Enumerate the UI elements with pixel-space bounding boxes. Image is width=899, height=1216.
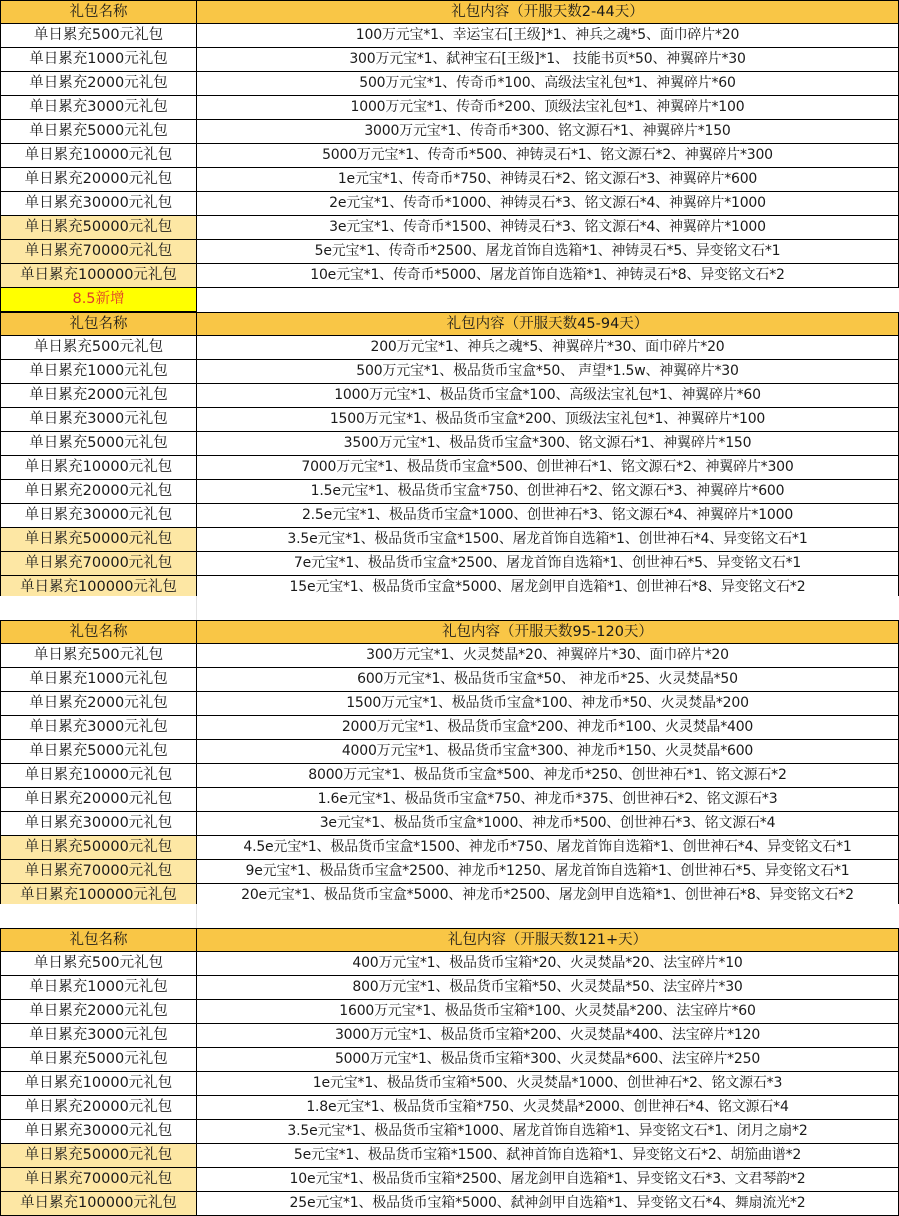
gift-content-cell: 3e元宝*1、极品货币宝盒*1000、神龙币*500、创世神石*3、铭文源石*4 xyxy=(197,812,899,836)
gift-content-cell: 1e元宝*1、极品货币宝箱*500、火灵焚晶*1000、创世神石*2、铭文源石*3 xyxy=(197,1072,899,1096)
gift-content-cell: 2.5e元宝*1、极品货币宝盒*1000、创世神石*3、铭文源石*4、神翼碎片*1000 xyxy=(197,504,899,528)
header-gift-content: 礼包内容（开服天数121+天） xyxy=(197,928,899,952)
table-row xyxy=(0,644,899,668)
gift-name-cell: 单日累充2000元礼包 xyxy=(0,384,197,408)
gift-name-cell: 单日累充100000元礼包 xyxy=(0,576,197,600)
gift-content-cell: 1000万元宝*1、传奇币*200、顶级法宝礼包*1、神翼碎片*100 xyxy=(197,96,899,120)
gift-name-cell: 单日累充50000元礼包 xyxy=(0,528,197,552)
table-row xyxy=(0,1024,899,1048)
table-row xyxy=(0,1000,899,1024)
header-gift-name: 礼包名称 xyxy=(0,928,197,952)
gift-name-cell: 单日累充70000元礼包 xyxy=(0,240,197,264)
gift-name-cell: 单日累充2000元礼包 xyxy=(0,72,197,96)
gift-name-cell: 单日累充2000元礼包 xyxy=(0,692,197,716)
table-row xyxy=(0,528,899,552)
table-header-row xyxy=(0,312,899,336)
gift-content-cell: 5000万元宝*1、极品货币宝箱*300、火灵焚晶*600、法宝碎片*250 xyxy=(197,1048,899,1072)
gift-name-cell: 单日累充1000元礼包 xyxy=(0,976,197,1000)
gift-content-cell: 8000万元宝*1、极品货币宝盒*500、神龙币*250、创世神石*1、铭文源石*2 xyxy=(197,764,899,788)
gift-content-cell: 5000万元宝*1、传奇币*500、神铸灵石*1、铭文源石*2、神翼碎片*300 xyxy=(197,144,899,168)
gift-name-cell: 单日累充100000元礼包 xyxy=(0,264,197,288)
gift-name-cell: 单日累充70000元礼包 xyxy=(0,860,197,884)
gift-name-cell: 单日累充2000元礼包 xyxy=(0,1000,197,1024)
gift-name-cell: 单日累充30000元礼包 xyxy=(0,192,197,216)
gift-name-cell: 单日累充10000元礼包 xyxy=(0,144,197,168)
gift-content-cell: 1500万元宝*1、极品货币宝盒*100、神龙币*50、火灵焚晶*200 xyxy=(197,692,899,716)
table-header-row xyxy=(0,620,899,644)
table-row xyxy=(0,836,899,860)
table-row xyxy=(0,216,899,240)
table-row xyxy=(0,456,899,480)
table-header-row xyxy=(0,0,899,24)
table-row xyxy=(0,1192,899,1216)
gift-content-cell: 2e元宝*1、传奇币*1000、神铸灵石*3、铭文源石*4、神翼碎片*1000 xyxy=(197,192,899,216)
table-row xyxy=(0,1096,899,1120)
gift-content-cell: 9e元宝*1、极品货币宝盒*2500、神龙币*1250、屠龙首饰自选箱*1、创世神石*5、异变铭文石*1 xyxy=(197,860,899,884)
table-row xyxy=(0,692,899,716)
gift-content-cell: 3.5e元宝*1、极品货币宝箱*1000、屠龙首饰自选箱*1、异变铭文石*1、闭月之扇*2 xyxy=(197,1120,899,1144)
gift-name-cell: 单日累充1000元礼包 xyxy=(0,360,197,384)
table-header-row xyxy=(0,928,899,952)
gift-name-cell: 单日累充50000元礼包 xyxy=(0,836,197,860)
gift-name-cell: 单日累充500元礼包 xyxy=(0,336,197,360)
gift-content-cell: 7000万元宝*1、极品货币宝盒*500、创世神石*1、铭文源石*2、神翼碎片*300 xyxy=(197,456,899,480)
gift-content-cell: 15e元宝*1、极品货币宝盒*5000、屠龙剑甲自选箱*1、创世神石*8、异变铭文石*2 xyxy=(197,576,899,600)
blank-cell xyxy=(197,904,899,928)
new-addition-note: 8.5新增 xyxy=(0,288,197,312)
gift-name-cell: 单日累充100000元礼包 xyxy=(0,884,197,908)
gift-name-cell: 单日累充20000元礼包 xyxy=(0,480,197,504)
gift-name-cell: 单日累充100000元礼包 xyxy=(0,1192,197,1216)
table-row xyxy=(0,788,899,812)
table-row xyxy=(0,1144,899,1168)
table-row xyxy=(0,812,899,836)
gift-name-cell: 单日累充1000元礼包 xyxy=(0,668,197,692)
header-gift-content: 礼包内容（开服天数45-94天） xyxy=(197,312,899,336)
gift-name-cell: 单日累充10000元礼包 xyxy=(0,1072,197,1096)
blank-spacer-row xyxy=(0,904,899,928)
gift-content-cell: 600万元宝*1、极品货币宝盒*50、 神龙币*25、火灵焚晶*50 xyxy=(197,668,899,692)
blank-spacer-row xyxy=(0,596,899,620)
header-gift-name: 礼包名称 xyxy=(0,620,197,644)
gift-name-cell: 单日累充500元礼包 xyxy=(0,24,197,48)
gift-content-cell: 500万元宝*1、传奇币*100、高级法宝礼包*1、神翼碎片*60 xyxy=(197,72,899,96)
table-row xyxy=(0,168,899,192)
gift-content-cell: 400万元宝*1、极品货币宝箱*20、火灵焚晶*20、法宝碎片*10 xyxy=(197,952,899,976)
gift-content-cell: 3000万元宝*1、极品货币宝箱*200、火灵焚晶*400、法宝碎片*120 xyxy=(197,1024,899,1048)
gift-name-cell: 单日累充5000元礼包 xyxy=(0,1048,197,1072)
gift-content-cell: 5e元宝*1、极品货币宝箱*1500、弑神首饰自选箱*1、异变铭文石*2、胡笳曲谱*2 xyxy=(197,1144,899,1168)
gift-name-cell: 单日累充10000元礼包 xyxy=(0,764,197,788)
gift-content-cell: 1e元宝*1、传奇币*750、神铸灵石*2、铭文源石*3、神翼碎片*600 xyxy=(197,168,899,192)
table-row xyxy=(0,504,899,528)
table-row xyxy=(0,976,899,1000)
table-row xyxy=(0,192,899,216)
table-row xyxy=(0,1072,899,1096)
table-row xyxy=(0,144,899,168)
gift-name-cell: 单日累充500元礼包 xyxy=(0,644,197,668)
table-row xyxy=(0,480,899,504)
gift-content-cell: 1600万元宝*1、极品货币宝箱*100、火灵焚晶*200、法宝碎片*60 xyxy=(197,1000,899,1024)
gift-content-cell: 10e元宝*1、极品货币宝箱*2500、屠龙剑甲自选箱*1、异变铭文石*3、文君琴韵*2 xyxy=(197,1168,899,1192)
gift-content-cell: 2000万元宝*1、极品货币宝盒*200、神龙币*100、火灵焚晶*400 xyxy=(197,716,899,740)
gift-content-cell: 1.6e元宝*1、极品货币宝盒*750、神龙币*375、创世神石*2、铭文源石*3 xyxy=(197,788,899,812)
gift-content-cell: 100万元宝*1、幸运宝石[王级]*1、神兵之魂*5、面巾碎片*20 xyxy=(197,24,899,48)
table-row xyxy=(0,1168,899,1192)
gift-content-cell: 5e元宝*1、传奇币*2500、屠龙首饰自选箱*1、神铸灵石*5、异变铭文石*1 xyxy=(197,240,899,264)
gift-name-cell: 单日累充3000元礼包 xyxy=(0,96,197,120)
table-row xyxy=(0,764,899,788)
gift-content-cell: 4.5e元宝*1、极品货币宝盒*1500、神龙币*750、屠龙首饰自选箱*1、创世神石*4、异变铭文石*1 xyxy=(197,836,899,860)
gift-content-cell: 3000万元宝*1、传奇币*300、铭文源石*1、神翼碎片*150 xyxy=(197,120,899,144)
table-row xyxy=(0,552,899,576)
gift-name-cell: 单日累充3000元礼包 xyxy=(0,1024,197,1048)
blank-cell xyxy=(0,596,197,620)
gift-name-cell: 单日累充70000元礼包 xyxy=(0,552,197,576)
blank-cell xyxy=(0,904,197,928)
gift-content-cell: 4000万元宝*1、极品货币宝盒*300、神龙币*150、火灵焚晶*600 xyxy=(197,740,899,764)
gift-name-cell: 单日累充30000元礼包 xyxy=(0,504,197,528)
gift-name-cell: 单日累充20000元礼包 xyxy=(0,788,197,812)
gift-name-cell: 单日累充10000元礼包 xyxy=(0,456,197,480)
gift-name-cell: 单日累充20000元礼包 xyxy=(0,1096,197,1120)
gift-content-cell: 3500万元宝*1、极品货币宝盒*300、铭文源石*1、神翼碎片*150 xyxy=(197,432,899,456)
gift-name-cell: 单日累充50000元礼包 xyxy=(0,216,197,240)
gift-name-cell: 单日累充3000元礼包 xyxy=(0,408,197,432)
table-row xyxy=(0,96,899,120)
table-row xyxy=(0,716,899,740)
gift-name-cell: 单日累充30000元礼包 xyxy=(0,1120,197,1144)
header-gift-content: 礼包内容（开服天数2-44天） xyxy=(197,0,899,24)
table-row xyxy=(0,408,899,432)
gift-content-cell: 800万元宝*1、极品货币宝箱*50、火灵焚晶*50、法宝碎片*30 xyxy=(197,976,899,1000)
table-row xyxy=(0,48,899,72)
table-row xyxy=(0,1048,899,1072)
gift-content-cell: 3e元宝*1、传奇币*1500、神铸灵石*3、铭文源石*4、神翼碎片*1000 xyxy=(197,216,899,240)
gift-content-cell: 200万元宝*1、神兵之魂*5、神翼碎片*30、面巾碎片*20 xyxy=(197,336,899,360)
table-row xyxy=(0,72,899,96)
table-row xyxy=(0,1120,899,1144)
table-row xyxy=(0,336,899,360)
table-row xyxy=(0,240,899,264)
gift-content-cell: 300万元宝*1、弑神宝石[王级]*1、 技能书页*50、神翼碎片*30 xyxy=(197,48,899,72)
table-row xyxy=(0,264,899,288)
gift-name-cell: 单日累充70000元礼包 xyxy=(0,1168,197,1192)
gift-content-cell: 25e元宝*1、极品货币宝箱*5000、弑神剑甲自选箱*1、异变铭文石*4、舞扇流光*2 xyxy=(197,1192,899,1216)
gift-content-cell: 1500万元宝*1、极品货币宝盒*200、顶级法宝礼包*1、神翼碎片*100 xyxy=(197,408,899,432)
table-row xyxy=(0,740,899,764)
table-row xyxy=(0,860,899,884)
gift-content-cell: 500万元宝*1、极品货币宝盒*50、 声望*1.5w、神翼碎片*30 xyxy=(197,360,899,384)
gift-name-cell: 单日累充3000元礼包 xyxy=(0,716,197,740)
table-row xyxy=(0,120,899,144)
gift-content-cell: 20e元宝*1、极品货币宝盒*5000、神龙币*2500、屠龙剑甲自选箱*1、创世神石*8、异变铭文石*2 xyxy=(197,884,899,908)
gift-content-cell: 1.8e元宝*1、极品货币宝箱*750、火灵焚晶*2000、创世神石*4、铭文源石*4 xyxy=(197,1096,899,1120)
gift-name-cell: 单日累充30000元礼包 xyxy=(0,812,197,836)
table-row xyxy=(0,668,899,692)
table-row xyxy=(0,432,899,456)
new-addition-note-row xyxy=(0,288,899,312)
table-row xyxy=(0,24,899,48)
note-empty-cell xyxy=(197,288,899,312)
gift-name-cell: 单日累充5000元礼包 xyxy=(0,432,197,456)
gift-content-cell: 1000万元宝*1、极品货币宝盒*100、高级法宝礼包*1、神翼碎片*60 xyxy=(197,384,899,408)
header-gift-name: 礼包名称 xyxy=(0,0,197,24)
gift-content-cell: 7e元宝*1、极品货币宝盒*2500、屠龙首饰自选箱*1、创世神石*5、异变铭文石*1 xyxy=(197,552,899,576)
table-row xyxy=(0,360,899,384)
blank-cell xyxy=(197,596,899,620)
table-row xyxy=(0,952,899,976)
gift-name-cell: 单日累充5000元礼包 xyxy=(0,120,197,144)
header-gift-name: 礼包名称 xyxy=(0,312,197,336)
gift-name-cell: 单日累充5000元礼包 xyxy=(0,740,197,764)
table-row xyxy=(0,384,899,408)
gift-name-cell: 单日累充50000元礼包 xyxy=(0,1144,197,1168)
gift-content-cell: 10e元宝*1、传奇币*5000、屠龙首饰自选箱*1、神铸灵石*8、异变铭文石*2 xyxy=(197,264,899,288)
gift-name-cell: 单日累充500元礼包 xyxy=(0,952,197,976)
gift-name-cell: 单日累充1000元礼包 xyxy=(0,48,197,72)
gift-content-cell: 3.5e元宝*1、极品货币宝盒*1500、屠龙首饰自选箱*1、创世神石*4、异变铭文石*1 xyxy=(197,528,899,552)
gift-name-cell: 单日累充20000元礼包 xyxy=(0,168,197,192)
header-gift-content: 礼包内容（开服天数95-120天） xyxy=(197,620,899,644)
gift-content-cell: 1.5e元宝*1、极品货币宝盒*750、创世神石*2、铭文源石*3、神翼碎片*600 xyxy=(197,480,899,504)
gift-content-cell: 300万元宝*1、火灵焚晶*20、神翼碎片*30、面巾碎片*20 xyxy=(197,644,899,668)
